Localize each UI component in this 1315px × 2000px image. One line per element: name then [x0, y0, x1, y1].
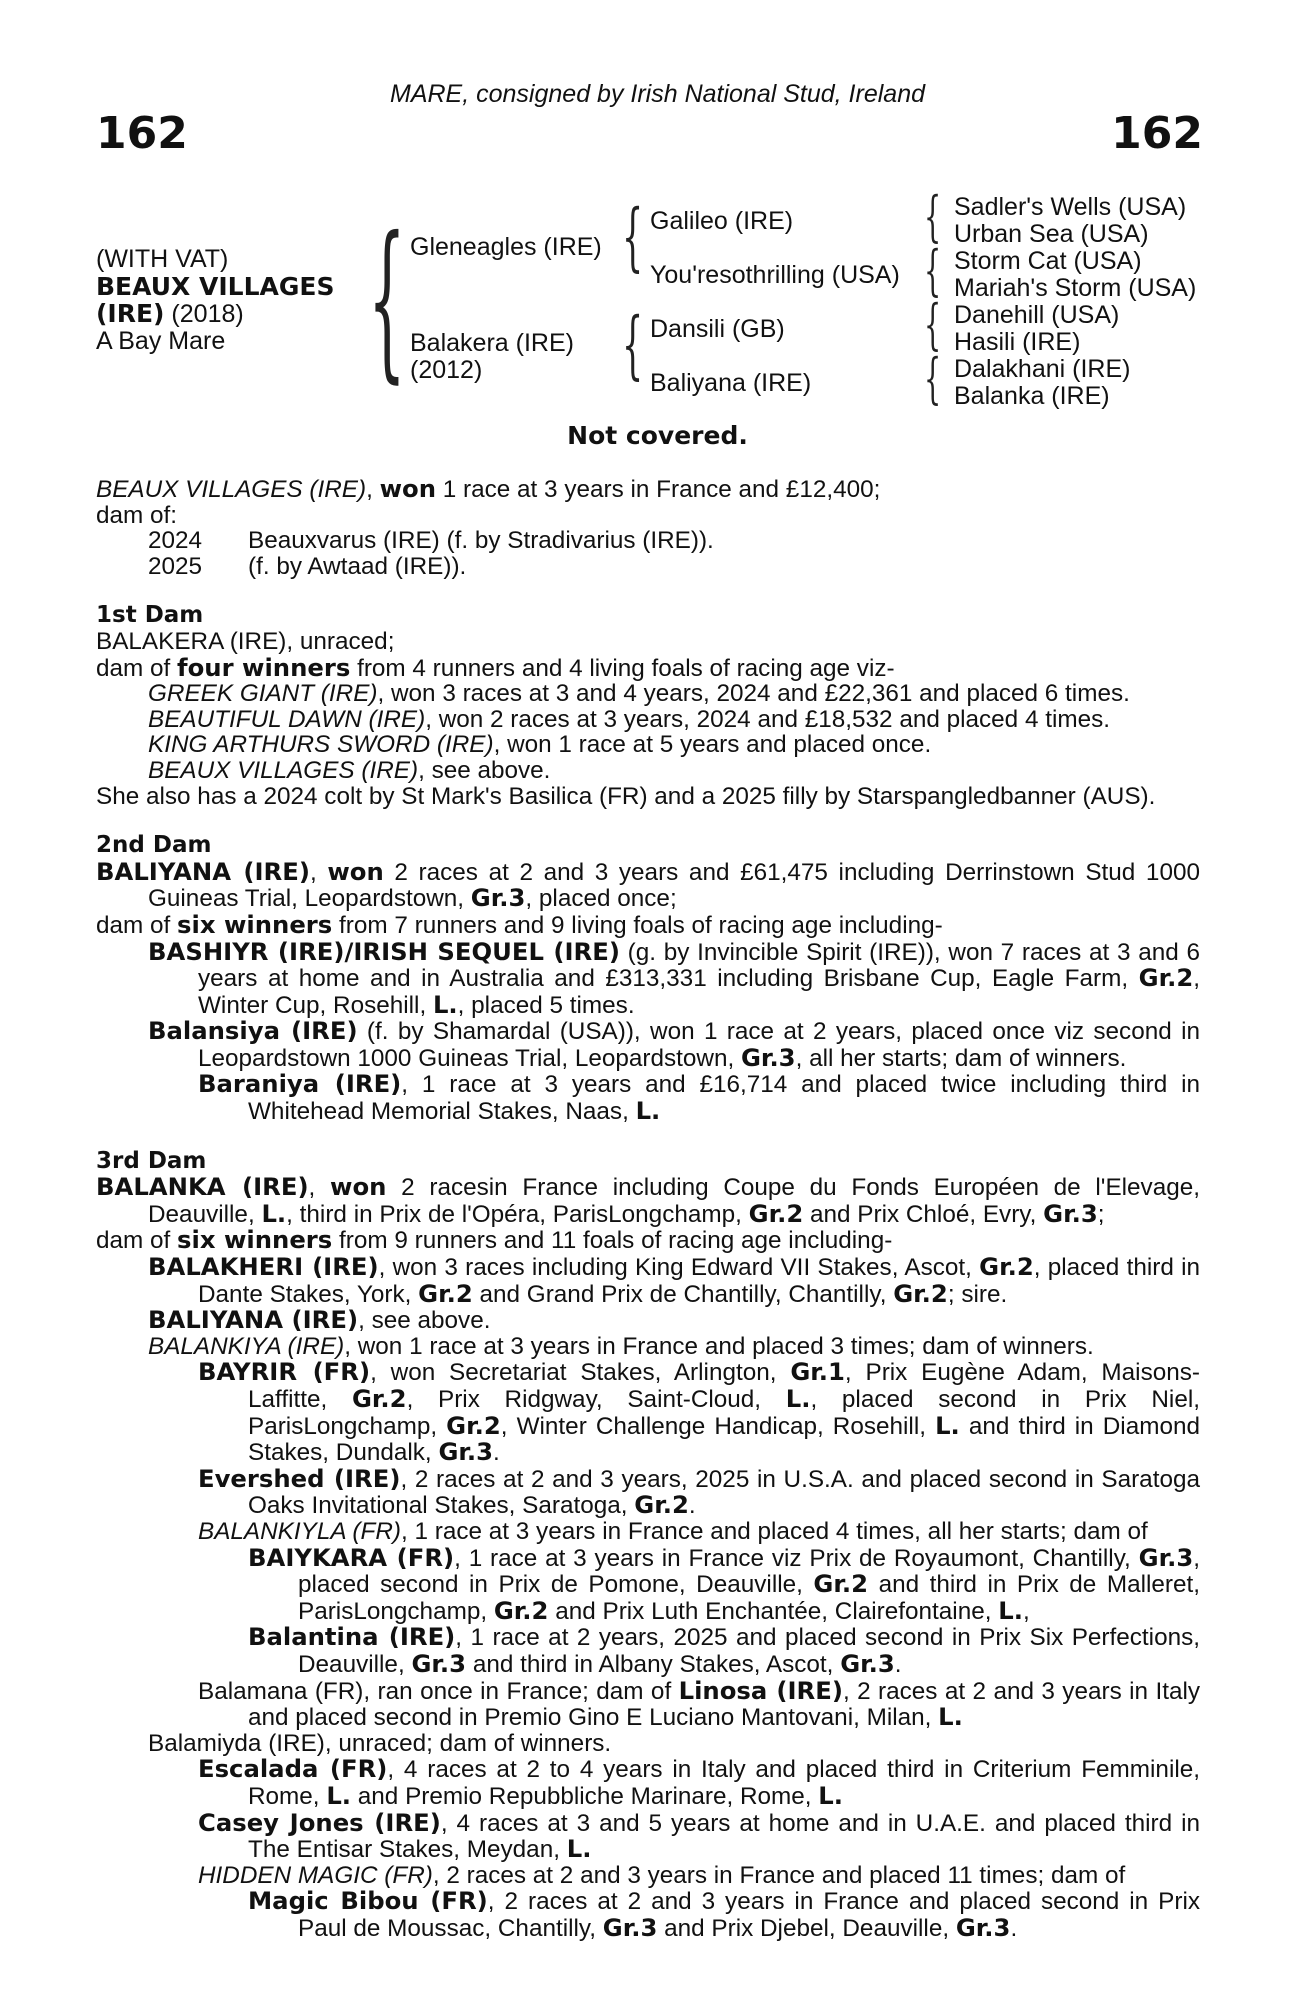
sire: Gleneagles (IRE): [410, 233, 602, 261]
third-dam-progeny-3-1: BAYRIR (FR), won Secretariat Stakes, Arlington, Gr.1, Prix Eugène Adam, Maisons-Laffitte, Gr.2, Prix Ridgway, Saint-Cloud, L., placed second in Prix Niel, ParisLongchamp, Gr.2, Winter Challenge Handicap, Rosehill, L. and third in Diamond Stakes, Dundalk, Gr.3.: [198, 1357, 1200, 1467]
third-dam-progeny-2: BALIYANA (IRE), see above.: [148, 1305, 491, 1335]
brace-dam: {: [622, 302, 644, 388]
third-dam-progeny-1: BALAKHERI (IRE), won 3 races including King Edward VII Stakes, Ascot, Gr.2, placed third in Dante Stakes, York, Gr.2 and Grand Prix de Chantilly, Chantilly, Gr.2; sire.: [148, 1252, 1200, 1308]
ggparent-2: Urban Sea (USA): [954, 220, 1149, 248]
third-dam-progeny-3: BALANKIYA (IRE), won 1 race at 3 years in France and placed 3 times; dam of winners.: [148, 1332, 1094, 1360]
third-dam-progeny-4-3-1: Magic Bibou (FR), 2 races at 2 and 3 years in France and placed second in Prix Paul de Moussac, Chantilly, Gr.3 and Prix Djebel, Deauville, Gr.3.: [248, 1886, 1200, 1942]
ggparent-5: Danehill (USA): [954, 301, 1120, 329]
first-dam-dam-of: dam of four winners from 4 runners and 4 living foals of racing age viz-: [96, 652, 895, 682]
dam-dam: Baliyana (IRE): [650, 369, 812, 397]
sire-sire: Galileo (IRE): [650, 207, 794, 235]
brace-main: {: [368, 201, 406, 399]
sire-dam: You'resothrilling (USA): [650, 261, 900, 289]
ggparent-4: Mariah's Storm (USA): [954, 274, 1197, 302]
first-dam-heading: 1st Dam: [96, 602, 204, 629]
horse-name-line2: [96, 300, 334, 328]
brace-g2: {: [924, 239, 942, 302]
brace-g4: {: [924, 347, 942, 410]
third-dam-progeny-4-1: Escalada (FR), 4 races at 2 to 4 years in Italy and placed third in Criterium Femminile, Rome, L. and Premio Repubbliche Marinare, Rome, L.: [198, 1754, 1201, 1810]
second-dam-progeny-2: Balansiya (IRE) (f. by Shamardal (USA)), won 1 race at 2 years, placed once viz second in Leopardstown 1000 Guineas Trial, Leopardstown, Gr.3, all her starts; dam of winners.: [148, 1016, 1200, 1072]
horse-identity: [96, 246, 334, 355]
third-dam-progeny-3-4: Balamana (FR), ran once in France; dam of Linosa (IRE), 2 races at 2 and 3 years in Italy and placed second in Premio Gino E Luciano Mantovani, Milan, L.: [198, 1675, 1201, 1732]
brace-g1: {: [924, 185, 942, 248]
first-dam-progeny-4: BEAUX VILLAGES (IRE), see above.: [148, 756, 551, 784]
first-dam-progeny-2: BEAUTIFUL DAWN (IRE), won 2 races at 3 years, 2024 and £18,532 and placed 4 times.: [148, 705, 1111, 733]
second-dam-heading: 2nd Dam: [96, 832, 212, 859]
brace-g3: {: [924, 293, 942, 356]
third-dam-progeny-3-3: BALANKIYLA (FR), 1 race at 3 years in France and placed 4 times, all her starts; dam of: [198, 1517, 1148, 1545]
first-dam-also: She also has a 2024 colt by St Mark's Basilica (FR) and a 2025 filly by Starspangledbanner (AUS).: [96, 782, 1156, 810]
horse-country: (IRE): [96, 299, 165, 328]
lot-number-right: 162: [1111, 108, 1203, 159]
catalogue-body: [96, 476, 1200, 1941]
third-dam-dam-of: dam of six winners from 9 runners and 11 foals of racing age including-: [96, 1225, 893, 1255]
horse-year: (2018): [164, 300, 244, 328]
ggparent-8: Balanka (IRE): [954, 382, 1110, 410]
intro-dam-of: dam of:: [96, 501, 178, 529]
third-dam-record: BALANKA (IRE), won 2 racesin France including Coupe du Fonds Européen de l'Elevage, Deauville, L., third in Prix de l'Opéra, ParisLongchamp, Gr.2 and Prix Chloé, Evry, Gr.3;: [96, 1172, 1200, 1228]
intro-line: BEAUX VILLAGES (IRE), won 1 race at 3 years in France and £12,400;: [96, 474, 881, 503]
ggparent-7: Dalakhani (IRE): [954, 355, 1131, 383]
second-dam-progeny-2-1: Baraniya (IRE), 1 race at 3 years and £16,714 and placed twice including third in Whitehead Memorial Stakes, Naas, L.: [198, 1069, 1201, 1126]
second-dam-record: BALIYANA (IRE), won 2 races at 2 and 3 years and £61,475 including Derrinstown Stud 1000 Guineas Trial, Leopardstown, Gr.3, placed once;: [96, 856, 1200, 913]
ggparent-3: Storm Cat (USA): [954, 247, 1142, 275]
third-dam-progeny-3-2: Evershed (IRE), 2 races at 2 and 3 years, 2025 in U.S.A. and placed second in Saratoga Oaks Invitational Stakes, Saratoga, Gr.2.: [198, 1463, 1200, 1520]
first-dam-name: BALAKERA (IRE), unraced;: [96, 627, 395, 655]
third-dam-heading: 3rd Dam: [96, 1147, 207, 1174]
third-dam-progeny-4-2: Casey Jones (IRE), 4 races at 3 and 5 years at home and in U.A.E. and placed third in The Entisar Stakes, Meydan, L.: [198, 1807, 1201, 1864]
second-dam-progeny-1: BASHIYR (IRE)/IRISH SEQUEL (IRE) (g. by Invincible Spirit (IRE)), won 7 races at 3 and 6 years at home and in Australia and £313,331 including Brisbane Cup, Eagle Farm, Gr.2, Winter Cup, Rosehill, L., placed 5 times.: [148, 936, 1200, 1019]
first-dam-progeny-1: GREEK GIANT (IRE), won 3 races at 3 and 4 years, 2024 and £22,361 and placed 6 times.: [148, 680, 1130, 708]
dam-line1: Balakera (IRE): [410, 329, 574, 357]
ggparent-1: Sadler's Wells (USA): [954, 193, 1187, 221]
lot-number-left: 162: [96, 108, 188, 159]
second-dam-dam-of: dam of six winners from 7 runners and 9 living foals of racing age including-: [96, 909, 943, 939]
horse-name: BEAUX VILLAGES: [96, 272, 335, 301]
first-dam-progeny-3: KING ARTHURS SWORD (IRE), won 1 race at 5 years and placed once.: [148, 731, 932, 759]
brace-sire: {: [622, 194, 644, 280]
third-dam-progeny-3-3-2: Balantina (IRE), 1 race at 2 years, 2025 and placed second in Prix Six Perfections, Deauville, Gr.3 and third in Albany Stakes, Ascot, Gr.3.: [248, 1622, 1200, 1678]
foal-2024: 2024 Beauxvarus (IRE) (f. by Stradivarius (IRE)).: [148, 527, 714, 555]
third-dam-progeny-3-3-1: BAIYKARA (FR), 1 race at 3 years in France viz Prix de Royaumont, Chantilly, Gr.3, placed second in Prix de Pomone, Deauville, Gr.2 and third in Prix de Malleret, ParisLongchamp, Gr.2 and Prix Luth Enchantée, Clairefontaine, L.,: [248, 1542, 1200, 1625]
horse-description: A Bay Mare: [96, 327, 226, 355]
third-dam-progeny-4: Balamiyda (IRE), unraced; dam of winners.: [148, 1729, 612, 1757]
third-dam-progeny-4-3: HIDDEN MAGIC (FR), 2 races at 2 and 3 years in France and placed 11 times; dam of: [198, 1861, 1126, 1889]
dam-line2: (2012): [410, 356, 483, 384]
ggparent-6: Hasili (IRE): [954, 328, 1081, 356]
consignment-line: MARE, consigned by Irish National Stud, Ireland: [390, 80, 925, 108]
covering-status: Not covered.: [567, 421, 748, 450]
vat-label: (WITH VAT): [96, 245, 229, 273]
dam-sire: Dansili (GB): [650, 315, 785, 343]
foal-2025: 2025 (f. by Awtaad (IRE)).: [148, 552, 467, 580]
